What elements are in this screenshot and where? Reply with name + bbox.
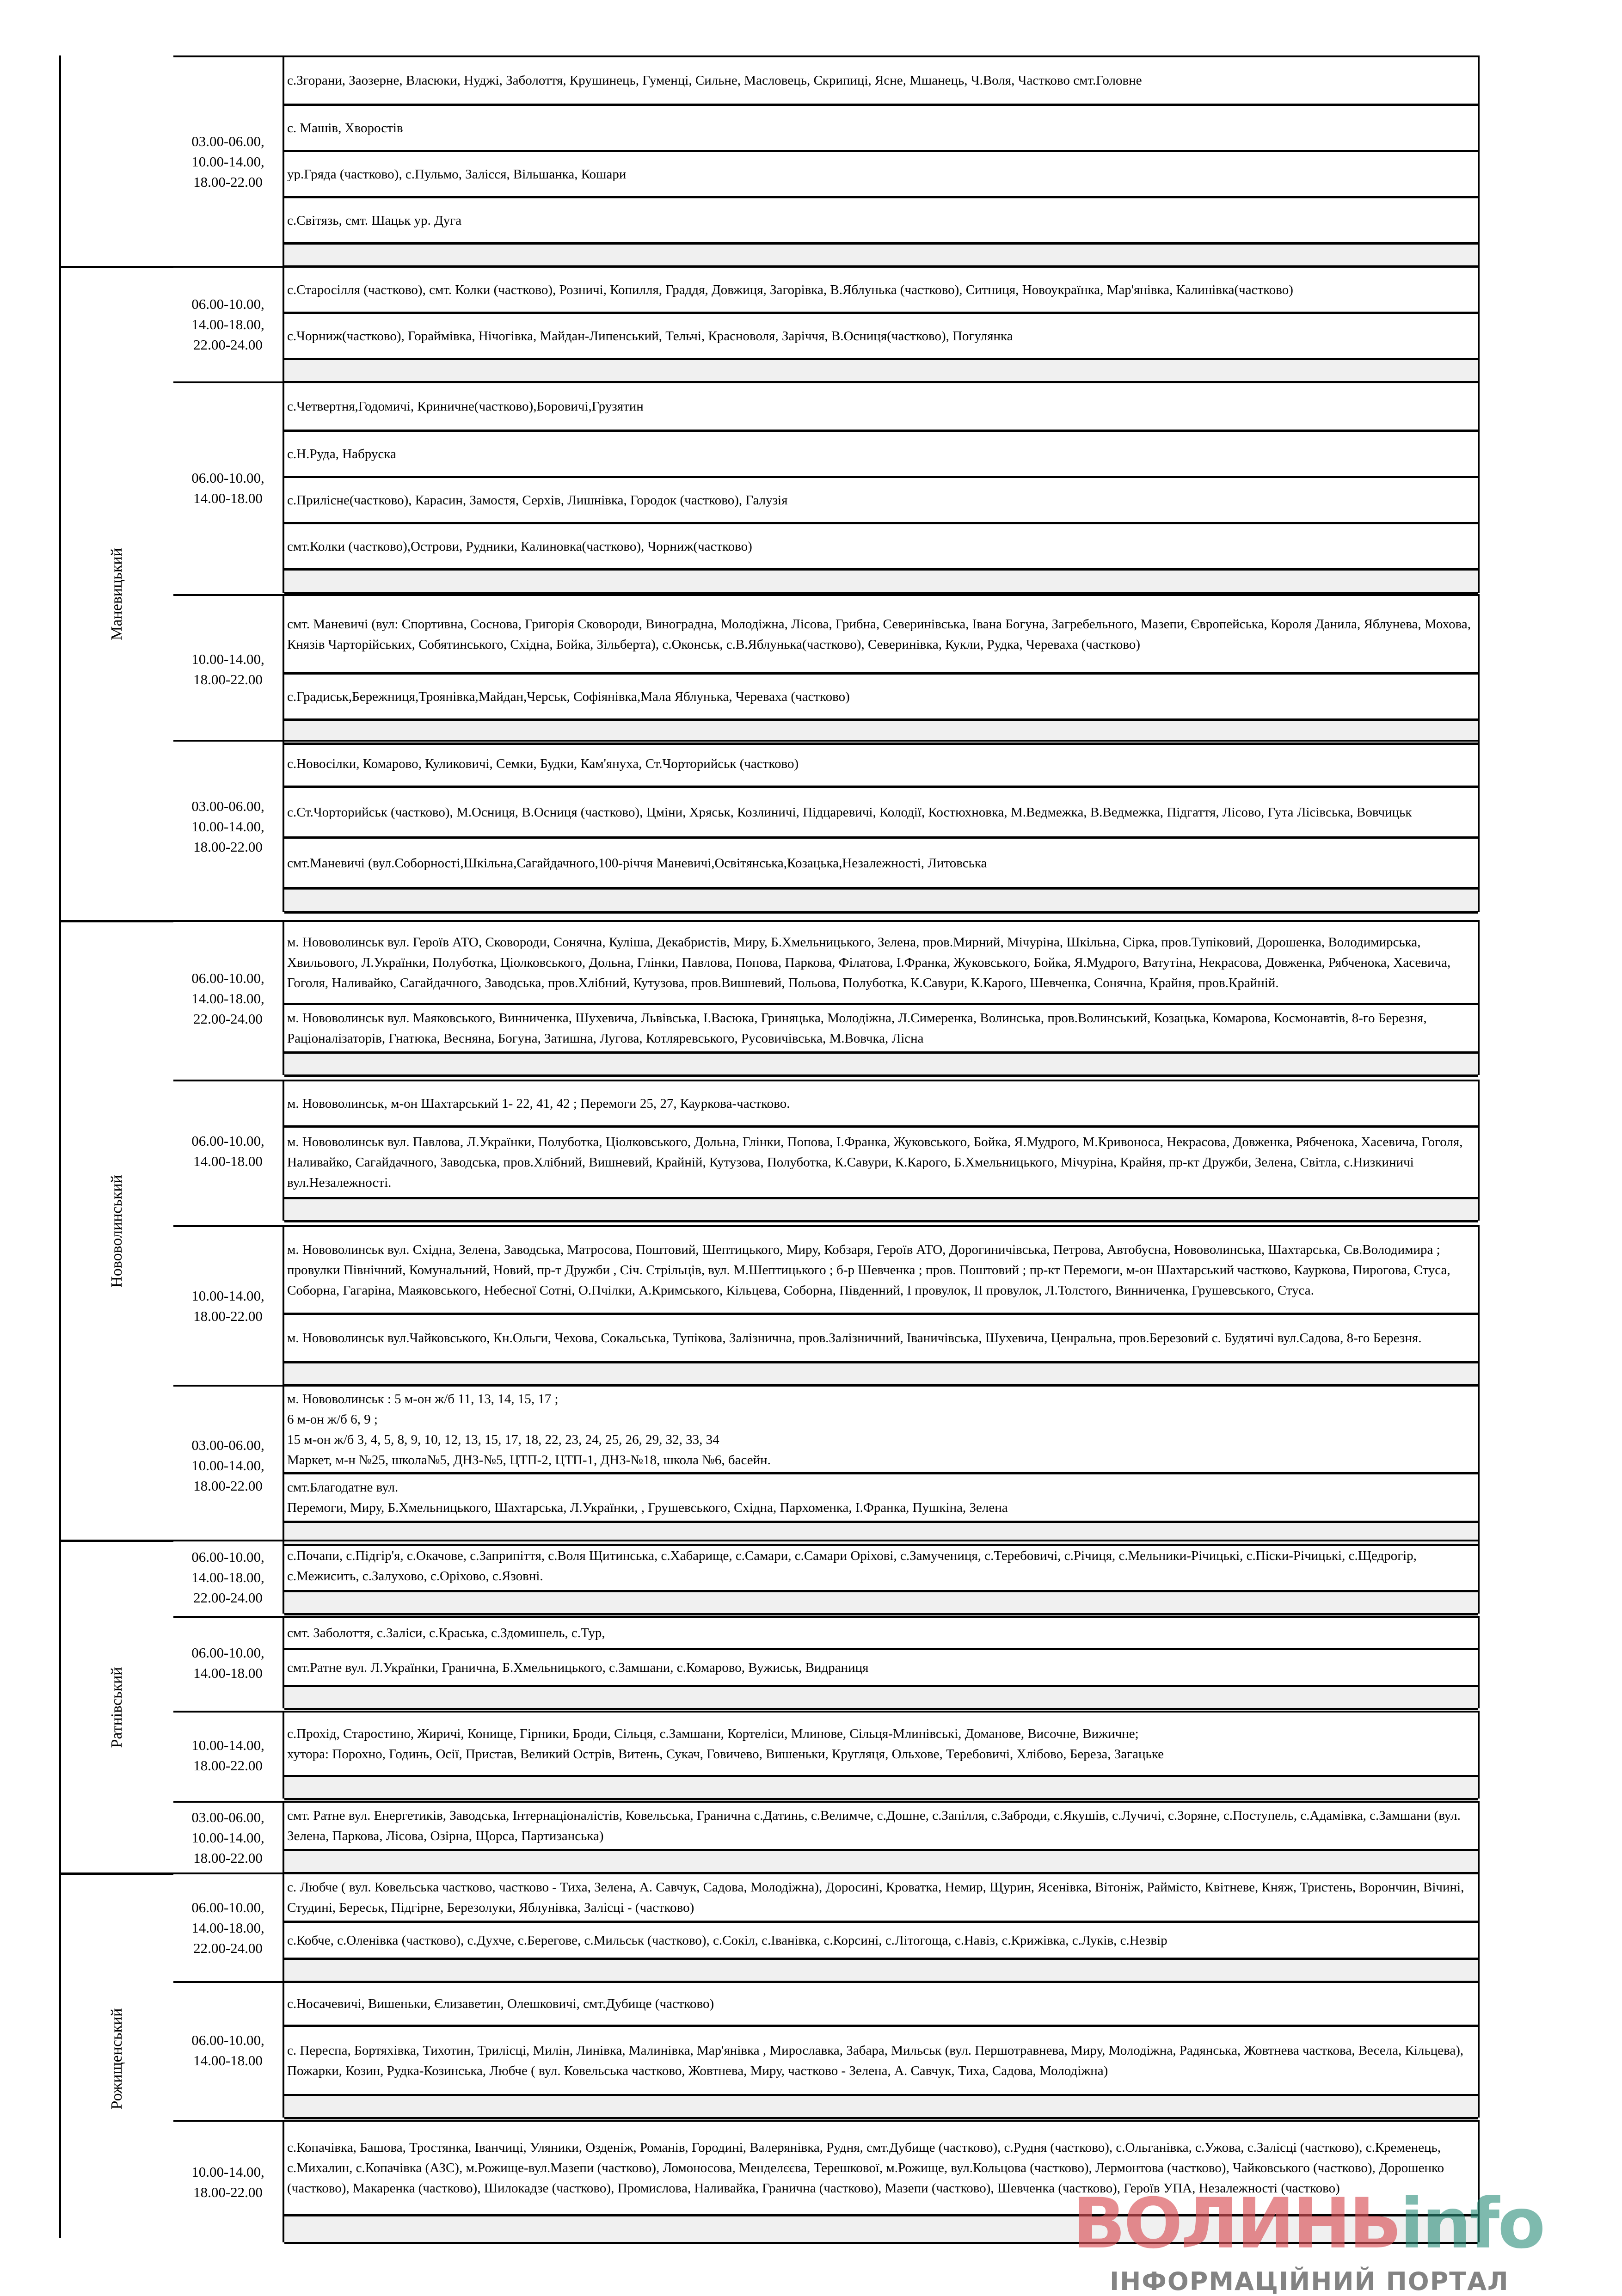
schedule-group xyxy=(173,1225,1480,1385)
schedule-group xyxy=(173,1981,1480,2118)
settlement-list-row xyxy=(284,432,1478,478)
settlement-list-row xyxy=(284,152,1478,198)
settlement-list-text: с.Прохід, Старостино, Жиричі, Конище, Гірники, Броди, Сільця, с.Замшани, Кортеліси, Млинове, Сільця-Млинівські, Доманове, Височне, Вижичне; хутора: Порохно, Годинь, Осії, Пристав, Великий Острів, Витень, Сукач, Говичево, Вишеньки, Кругляця, Ольхове, Теребовичі, Хлібово, Береза, Загацьке xyxy=(287,1726,1164,1762)
blank-separator-row xyxy=(284,1054,1478,1077)
outage-time-slots: 06.00-10.00, 14.00-18.00 xyxy=(173,1081,284,1221)
blank-separator-row xyxy=(284,245,1478,268)
settlement-list-row xyxy=(284,1315,1478,1363)
settlement-rows xyxy=(284,1227,1480,1385)
settlement-list-text: с.Ст.Чорторийськ (частково), М.Осниця, В.Осниця (частково), Цміни, Хряськ, Козлиничі, Підцаревичі, Колодії, Костюхновка, М.Ведмежка, В.Ведмежка, Підгаття, Лісово, Гута Лісівська, Вовчицьк xyxy=(287,804,1412,820)
settlement-list-text: смт. Заболоття, с.Заліси, с.Краська, с.Здомишель, с.Тур, xyxy=(287,1625,605,1640)
blank-separator-row xyxy=(284,1199,1478,1222)
settlement-list-text: с.Носачевичі, Вишеньки, Єлизаветин, Олешковичі, смт.Дубище (частково) xyxy=(287,1996,714,2011)
schedule-group xyxy=(173,1385,1480,1544)
settlement-list-text: с.Почапи, с.Підгір'я, с.Окачове, с.Заприпіття, с.Воля Щитинська, с.Хабарище, с.Самари, с.Самари Оріхові, с.Замучениця, с.Теребовичі, с.Річиця, с.Мельники-Річицькі, с.Піски-Річицькі, с.Щедрогір, с.Межисить, с.Залухово, с.Оріхово, с.Язовні. xyxy=(287,1548,1417,1584)
settlement-list-row xyxy=(284,268,1478,314)
settlement-list-text: с.Новосілки, Комарово, Куликовичі, Семки, Будки, Кам'януха, Ст.Чорторийськ (частково) xyxy=(287,756,799,771)
settlement-list-row xyxy=(284,383,1478,432)
settlement-list-text: с.Старосілля (частково), смт. Колки (частково), Розничі, Копилля, Граддя, Довжиця, Загорівка, В.Яблунька (частково), Ситниця, Новоукраїнка, Мар'янівка, Калинівка(частково) xyxy=(287,282,1293,297)
schedule-group xyxy=(173,1080,1480,1221)
settlement-list-row xyxy=(284,1387,1478,1474)
settlement-list-text: м. Нововолинськ вул.Чайковського, Кн.Ольги, Чехова, Сокальська, Тупікова, Залізнична, пров.Залізничний, Іваничівська, Шухевича, Ценральна, пров.Березовий с. Будятичі вул.Садова, 8-го Березня. xyxy=(287,1331,1422,1345)
watermark-brand-suffix: info xyxy=(1400,2184,1544,2264)
outage-time-slots: 10.00-14.00, 18.00-22.00 xyxy=(173,1227,284,1385)
blank-separator-row xyxy=(284,1592,1478,1615)
schedule-group xyxy=(173,920,1480,1075)
outage-time-slots: 10.00-14.00, 18.00-22.00 xyxy=(173,2122,284,2242)
settlement-rows xyxy=(284,1541,1480,1614)
schedule-group xyxy=(173,740,1480,912)
volyn-info-watermark xyxy=(1073,2184,1622,2296)
outage-time-slots: 03.00-06.00, 10.00-14.00, 18.00-22.00 xyxy=(173,742,284,912)
outage-time-slots: 03.00-06.00, 10.00-14.00, 18.00-22.00 xyxy=(173,57,284,266)
settlement-list-text: с.Кобче, с.Оленівка (частково), с.Духче, с.Берегове, с.Мильськ (частково), с.Сокіл, с.Іванівка, с.Корсині, с.Літогоща, с.Навіз, с.Крижівка, с.Луків, с.Незвір xyxy=(287,1933,1167,1948)
schedule-group xyxy=(173,1540,1480,1614)
settlement-list-row xyxy=(284,478,1478,524)
settlement-rows xyxy=(284,1081,1480,1221)
settlement-rows xyxy=(284,922,1480,1075)
schedule-group xyxy=(173,266,1480,381)
blank-separator-row xyxy=(284,1777,1478,1800)
watermark-tagline: ІНФОРМАЦІЙНИЙ ПОРТАЛ xyxy=(1110,2267,1509,2296)
settlement-rows xyxy=(284,57,1480,266)
settlement-list-row xyxy=(284,596,1478,675)
blank-separator-row xyxy=(284,1687,1478,1710)
outage-time-slots: 03.00-06.00, 10.00-14.00, 18.00-22.00 xyxy=(173,1387,284,1544)
district-cell xyxy=(60,1540,173,1872)
settlement-rows xyxy=(284,1874,1480,1981)
settlement-list-text: с.Четвертня,Годомичі, Криничне(частково),Боровичі,Грузятин xyxy=(287,399,644,414)
outage-time-slots: 06.00-10.00, 14.00-18.00, 22.00-24.00 xyxy=(173,268,284,381)
blank-separator-row xyxy=(284,1851,1478,1874)
schedule-group xyxy=(173,1711,1480,1799)
settlement-list-row xyxy=(284,1713,1478,1777)
settlement-list-row xyxy=(284,788,1478,839)
settlement-list-row xyxy=(284,106,1478,152)
schedule-group xyxy=(173,1616,1480,1708)
blank-separator-row xyxy=(284,1960,1478,1983)
settlement-list-text: с.Копачівка, Башова, Тростянка, Іванчиці, Уляники, Озденіж, Романів, Городині, Валерянівка, Рудня, смт.Дубище (частково), с.Рудня (частково), с.Ольганівка, с.Ужова, с.Залісці (частково), с.Кременець, с.Михалин, с.Копачівка (АЗС), м.Рожище-вул.Мазепи (частково), Ломоносова, Менделєєва, Терешкової, м.Рожище, вул.Кольцова (частково), Лермонтова (частково), Чайковського (частково), Дорошенко (частково), Макаренка (частково), Шилокадзе (частково), Промислова, Наливайка, Гранична (частково), Мазепи (частково), Шевченка (частково), Героїв УПА, Незалежності (частково) xyxy=(287,2140,1444,2196)
settlement-list-text: смт. Маневичі (вул: Спортивна, Соснова, Григорія Сковороди, Виноградна, Молодіжна, Лісова, Грибна, Северинівська, Івана Богуна, Загребельного, Мазепи, Європейська, Короля Данила, Яблунева, Мохова, Князів Чарторійських, Собятинського, Східна, Бойка, Зільберта), с.Оконськ, с.В.Яблунька(частково), Северинівка, Кукли, Рудка, Череваха (частково) xyxy=(287,616,1471,652)
schedule-group xyxy=(173,594,1480,743)
settlement-list-text: м. Нововолинськ вул. Східна, Зелена, Заводська, Матросова, Поштовий, Шептицького, Миру, Кобзаря, Героїв АТО, Дорогиничівська, Петрова, Автобусна, Нововолинська, Шахтарська, Св.Володимира ; провулки Північний, Комунальний, Новий, пр-т Дружби , Січ. Стрільців, вул. М.Шептицького ; б-р Шевченка ; пров. Поштовий ; пр-кт Перемоги, м-он Шахтарський частково, Кауркова, Пирогова, Стуса, Соборна, Гагаріна, Маяковського, Небесної Сотні, О.Пчілки, А.Кримського, Кільцева, Соборна, Південний, І провулок, ІІ провулок, Л.Толстого, Винниченка, Грушевського, Стуса. xyxy=(287,1242,1450,1298)
settlement-rows xyxy=(284,1713,1480,1799)
settlement-list-text: с. Машів, Хворостів xyxy=(287,120,403,135)
settlement-list-row xyxy=(284,1474,1478,1523)
district-name: Рожищенський xyxy=(108,2008,125,2109)
district-cell xyxy=(60,920,173,1540)
settlement-list-text: с.Світязь, смт. Шацьк ур. Дуга xyxy=(287,213,461,228)
settlement-rows xyxy=(284,742,1480,912)
settlement-list-row xyxy=(284,1923,1478,1960)
settlement-list-text: смт. Ратне вул. Енергетиків, Заводська, Інтернаціоналістів, Ковельська, Гранична с.Датинь, с.Велимче, с.Дошне, с.Запілля, с.Заброди, с.Якушів, с.Лучичі, с.Зоряне, с.Поступель, с.Адамівка, с.Замшани (вул. Зелена, Паркова, Лісова, Озірна, Щорса, Партизанська) xyxy=(287,1808,1461,1843)
outage-time-slots: 10.00-14.00, 18.00-22.00 xyxy=(173,596,284,743)
watermark-brand-main: ВОЛИНЬ xyxy=(1073,2184,1400,2264)
settlement-list-text: с. Любче ( вул. Ковельська частково, частково - Тиха, Зелена, А. Савчук, Садова, Молодіжна), Доросині, Кроватка, Немир, Щурин, Ясенівка, Вітоніж, Раймісто, Квітневе, Княж, Тристень, Ворончин, Вічині, Студині, Береськ, Підгірне, Березолуки, Яблунівка, Залісці - (частково) xyxy=(287,1880,1464,1915)
schedule-group xyxy=(173,1801,1480,1872)
outage-time-slots: 06.00-10.00, 14.00-18.00 xyxy=(173,1618,284,1708)
outage-time-slots: 06.00-10.00, 14.00-18.00, 22.00-24.00 xyxy=(173,1541,284,1614)
settlement-list-row xyxy=(284,1541,1478,1592)
settlement-list-row xyxy=(284,742,1478,788)
district-cell xyxy=(60,55,173,266)
blank-separator-row xyxy=(284,571,1478,595)
settlement-list-text: м. Нововолинськ вул. Маяковського, Винниченка, Шухевича, Львівська, І.Васюка, Гриняцька, Молодіжна, Л.Симеренка, Волинська, пров.Волинський, Козацька, Комарова, Космонавтів, 8-го Березня, Раціоналізаторів, Гнатюка, Весняна, Богуна, Затишна, Лугова, Котляревського, Русовичівська, М.Вовчка, Лісна xyxy=(287,1011,1427,1046)
district-name: Ратнівський xyxy=(108,1667,125,1748)
settlement-list-text: смт.Колки (частково),Острови, Рудники, Калиновка(частково), Чорниж(частково) xyxy=(287,539,752,554)
settlement-list-row xyxy=(284,198,1478,245)
settlement-list-row xyxy=(284,839,1478,890)
settlement-list-row xyxy=(284,1650,1478,1687)
outage-time-slots: 06.00-10.00, 14.00-18.00 xyxy=(173,1983,284,2118)
settlement-rows xyxy=(284,1983,1480,2118)
watermark-brand xyxy=(1073,2184,1544,2264)
settlement-list-row xyxy=(284,1618,1478,1650)
settlement-rows xyxy=(284,383,1480,593)
outage-time-slots: 03.00-06.00, 10.00-14.00, 18.00-22.00 xyxy=(173,1803,284,1872)
schedule-group xyxy=(173,381,1480,593)
settlement-list-text: смт.Ратне вул. Л.Українки, Гранична, Б.Хмельницького, с.Замшани, с.Комарово, Вужиськ, Видраниця xyxy=(287,1660,869,1675)
settlement-list-row xyxy=(284,922,1478,1005)
blank-separator-row xyxy=(284,360,1478,383)
district-name: Нововолинський xyxy=(108,1174,125,1288)
settlement-rows xyxy=(284,1803,1480,1872)
settlement-rows xyxy=(284,596,1480,743)
outage-time-slots: 10.00-14.00, 18.00-22.00 xyxy=(173,1713,284,1799)
settlement-list-row xyxy=(284,1803,1478,1851)
district-cell xyxy=(60,1872,173,2242)
settlement-list-text: смт.Маневичі (вул.Соборності,Шкільна,Сагайдачного,100-річчя Маневичі,Освітянська,Козацька,Незалежності, Литовська xyxy=(287,855,987,871)
settlement-list-row xyxy=(284,1128,1478,1199)
settlement-rows xyxy=(284,1387,1480,1544)
settlement-list-text: смт.Благодатне вул. Перемоги, Миру, Б.Хмельницького, Шахтарська, Л.Українки, , Грушевського, Східна, Пархоменка, І.Франка, Пушкіна, Зелена xyxy=(287,1480,1008,1515)
settlement-list-text: с.Прилісне(частково), Карасин, Замостя, Серхів, Лишнівка, Городок (частково), Галузія xyxy=(287,492,788,508)
settlement-list-text: с. Переспа, Бортяхівка, Тихотин, Трилісці, Милін, Линівка, Малинівка, Мар'янівка , Мирославка, Забара, Мильськ (вул. Першотравнева, Миру, Молодіжна, Радянська, Жовтнева часткова, Весела, Кільцева), Пожарки, Козин, Рудка-Козинська, Любче ( вул. Ковельська частково, Жовтнева, Миру, частково - Зелена, А. Савчук, Тиха, Садова, Молодіжна) xyxy=(287,2043,1464,2078)
settlement-list-row xyxy=(284,314,1478,360)
outage-time-slots: 06.00-10.00, 14.00-18.00 xyxy=(173,383,284,593)
settlement-list-text: с.Згорани, Заозерне, Власюки, Нуджі, Заболоття, Крушинець, Гуменці, Сильне, Масловець, Скрипиці, Ясне, Мшанець, Ч.Воля, Частково смт.Головне xyxy=(287,73,1142,88)
settlement-rows xyxy=(284,1618,1480,1708)
blank-separator-row xyxy=(284,1363,1478,1387)
settlement-list-row xyxy=(284,524,1478,571)
settlement-list-text: ур.Гряда (частково), с.Пульмо, Заліcся, Вільшанка, Кошари xyxy=(287,166,627,182)
settlement-list-text: с.Н.Руда, Набруска xyxy=(287,446,396,461)
settlement-list-row xyxy=(284,1983,1478,2027)
settlement-rows xyxy=(284,268,1480,381)
settlement-list-text: с.Чорниж(частково), Гораймівка, Нічогівка, Майдан-Липенський, Тельчі, Красноволя, Заріччя, В.Осниця(частково), Погулянка xyxy=(287,328,1013,344)
settlement-list-text: м. Нововолинськ : 5 м-он ж/б 11, 13, 14, 15, 17 ; 6 м-он ж/б 6, 9 ; 15 м-он ж/б 3, 4, 5, 8, 9, 10, 12, 13, 15, 17, 18, 22, 23, 24, 25, 26, 29, 32, 33, 34 Маркет, м-н №25, школа№5, ДНЗ-№5, ЦТП-2, ЦТП-1, ДНЗ-№18, школа №6, басейн. xyxy=(287,1391,771,1467)
settlement-list-row xyxy=(284,1874,1478,1923)
settlement-list-text: м. Нововолинськ вул. Героїв АТО, Сковороди, Сонячна, Куліша, Декабристів, Миру, Б.Хмельницького, Зелена, пров.Мирний, Мічуріна, Шкільна, Сірка, пров.Тупіковий, Дорошенка, Володимирська, Хвильового, Л.Українки, Полуботка, Ціолковського, Дольна, Глінки, Павлова, Попова, Паркова, Філатова, І.Франка, Жуковського, Бойка, Я.Мудрого, Ватутіна, Некрасова, Довженка, Рябченока, Хасевича, Гоголя, Наливайко, Сагайдачного, Заводська, пров.Хлібний, Кутузова, пров.Вишневий, Польова, Полуботка, К.Савури, К.Карого, Шевченка, Сонячна, Крайня, пров.Крайній. xyxy=(287,934,1451,990)
settlement-list-text: м. Нововолинськ, м-он Шахтарський 1- 22, 41, 42 ; Перемоги 25, 27, Кауркова-частково. xyxy=(287,1096,790,1111)
district-name: Маневицький xyxy=(108,548,125,640)
settlement-list-row xyxy=(284,2027,1478,2096)
settlement-list-text: с.Градиськ,Бережниця,Троянівка,Майдан,Черськ, Софіянівка,Мала Яблунька, Череваха (частково) xyxy=(287,689,850,704)
blank-separator-row xyxy=(284,2096,1478,2119)
outage-time-slots: 06.00-10.00, 14.00-18.00, 22.00-24.00 xyxy=(173,922,284,1075)
settlement-list-row xyxy=(284,57,1478,106)
district-cell xyxy=(60,266,173,920)
settlement-list-row xyxy=(284,1005,1478,1054)
settlement-list-text: м. Нововолинськ вул. Павлова, Л.Українки, Полуботка, Ціолковського, Дольна, Глінки, Попова, І.Франка, Жуковського, Бойка, Я.Мудрого, М.Кривоноса, Некрасова, Довженка, Рябченока, Хасевича, Гоголя, Наливайко, Сагайдачного, Заводська, пров.Хлібний, Вишневий, Крайній, Кутузова, Полуботка, К.Савури, К.Карого, Б.Хмельницького, Мічуріна, Крайня, пр-кт Дружби, Зелена, Світла, с.Низкиничі вул.Незалежності. xyxy=(287,1135,1463,1190)
settlement-list-row xyxy=(284,1227,1478,1315)
schedule-group xyxy=(173,1872,1480,1981)
settlement-list-row xyxy=(284,1081,1478,1128)
settlement-list-row xyxy=(284,675,1478,721)
blank-separator-row xyxy=(284,890,1478,914)
outage-time-slots: 06.00-10.00, 14.00-18.00, 22.00-24.00 xyxy=(173,1874,284,1981)
schedule-group xyxy=(173,55,1480,266)
